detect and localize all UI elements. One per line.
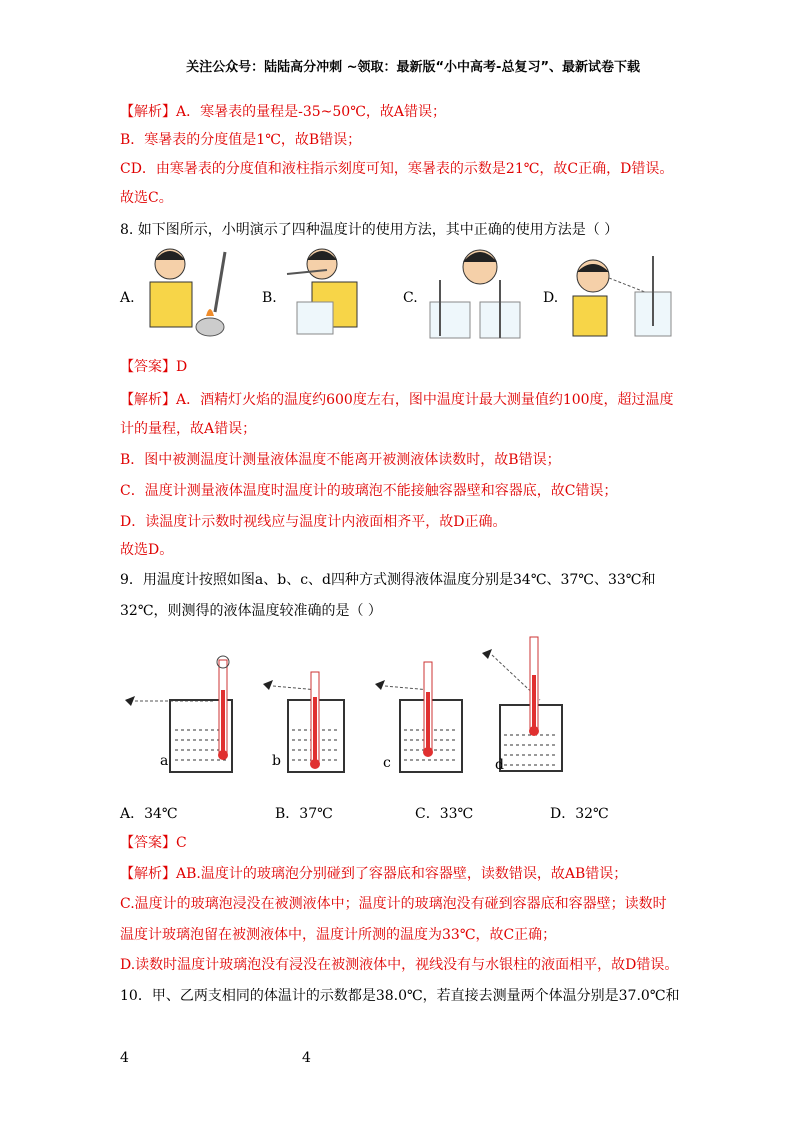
q9-analysis-line-4: D.读数时温度计玻璃泡没有浸没在被测液体中，视线没有与水银柱的液面相平，故D错误。	[120, 957, 679, 973]
q9-fig-label-a: a	[160, 753, 169, 769]
q8-analysis-line-6: 故选D。	[120, 542, 174, 558]
q8-stem: 8. 如下图所示，小明演示了四种温度计的使用方法，其中正确的使用方法是（ ）	[120, 222, 619, 238]
q9-option-c: C．33℃	[415, 806, 474, 822]
q8-figure-b	[282, 242, 372, 342]
q8-figure-a	[140, 242, 240, 342]
q9-figure-d	[480, 625, 610, 775]
q9-fig-label-b: b	[272, 753, 281, 769]
q8-figure-c	[425, 242, 535, 342]
q7-analysis-line-3: CD．由寒暑表的分度值和液柱指示刻度可知，寒暑表的示数是21℃，故C正确，D错误。	[120, 161, 674, 177]
footer-page-number-left: 4	[120, 1050, 129, 1066]
q9-stem-line-2: 32℃，则测得的液体温度较准确的是（ ）	[120, 603, 382, 619]
q9-stem-line-1: 9．用温度计按照如图a、b、c、d四种方式测得液体温度分别是34℃、37℃、33℃和	[120, 572, 656, 588]
q10-stem: 10．甲、乙两支相同的体温计的示数都是38.0℃，若直接去测量两个体温分别是37.0℃和	[120, 988, 680, 1004]
q8-analysis-line-3: B．图中被测温度计测量液体温度不能离开被测液体读数时，故B错误；	[120, 452, 561, 468]
q8-option-a-label: A.	[120, 290, 135, 306]
q8-analysis-line-1: 【解析】A．酒精灯火焰的温度约600度左右，图中温度计最大测量值约100度，超过温度	[120, 392, 674, 408]
q9-analysis-line-3: 温度计玻璃泡留在被测液体中，温度计所测的温度为33℃，故C正确；	[120, 927, 557, 943]
q8-answer: 【答案】D	[120, 359, 188, 375]
q9-analysis-line-1: 【解析】AB.温度计的玻璃泡分别碰到了容器底和容器壁，读数错误，故AB错误；	[120, 866, 628, 882]
q9-fig-label-d: d	[495, 757, 504, 773]
q9-option-a: A．34℃	[120, 806, 178, 822]
footer-page-number-center: 4	[302, 1050, 311, 1066]
q8-figure-d	[565, 256, 675, 342]
q8-analysis-line-4: C．温度计测量液体温度时温度计的玻璃泡不能接触容器壁和容器底，故C错误；	[120, 483, 618, 499]
q9-option-d: D．32℃	[550, 806, 609, 822]
q9-analysis-line-2: C.温度计的玻璃泡浸没在被测液体中；温度计的玻璃泡没有碰到容器底和容器壁；读数时	[120, 896, 667, 912]
q9-answer: 【答案】C	[120, 835, 187, 851]
q7-analysis-line-1: 【解析】A．寒暑表的量程是-35~50℃，故A错误；	[120, 104, 446, 120]
q7-analysis-line-4: 故选C。	[120, 190, 173, 206]
page-header: 关注公众号：陆陆高分冲刺 ~领取：最新版“小中高考-总复习”、最新试卷下载	[186, 60, 640, 75]
q7-analysis-line-2: B．寒暑表的分度值是1℃，故B错误；	[120, 132, 362, 148]
q8-option-d-label: D.	[543, 290, 559, 306]
q8-analysis-line-2: 计的量程，故A错误；	[120, 421, 257, 437]
q8-option-b-label: B.	[262, 290, 277, 306]
q9-option-b: B．37℃	[275, 806, 333, 822]
q8-analysis-line-5: D．读温度计示数时视线应与温度计内液面相齐平，故D正确。	[120, 514, 507, 530]
q9-fig-label-c: c	[383, 755, 391, 771]
q8-option-c-label: C.	[403, 290, 418, 306]
q9-figure-a	[120, 640, 250, 775]
